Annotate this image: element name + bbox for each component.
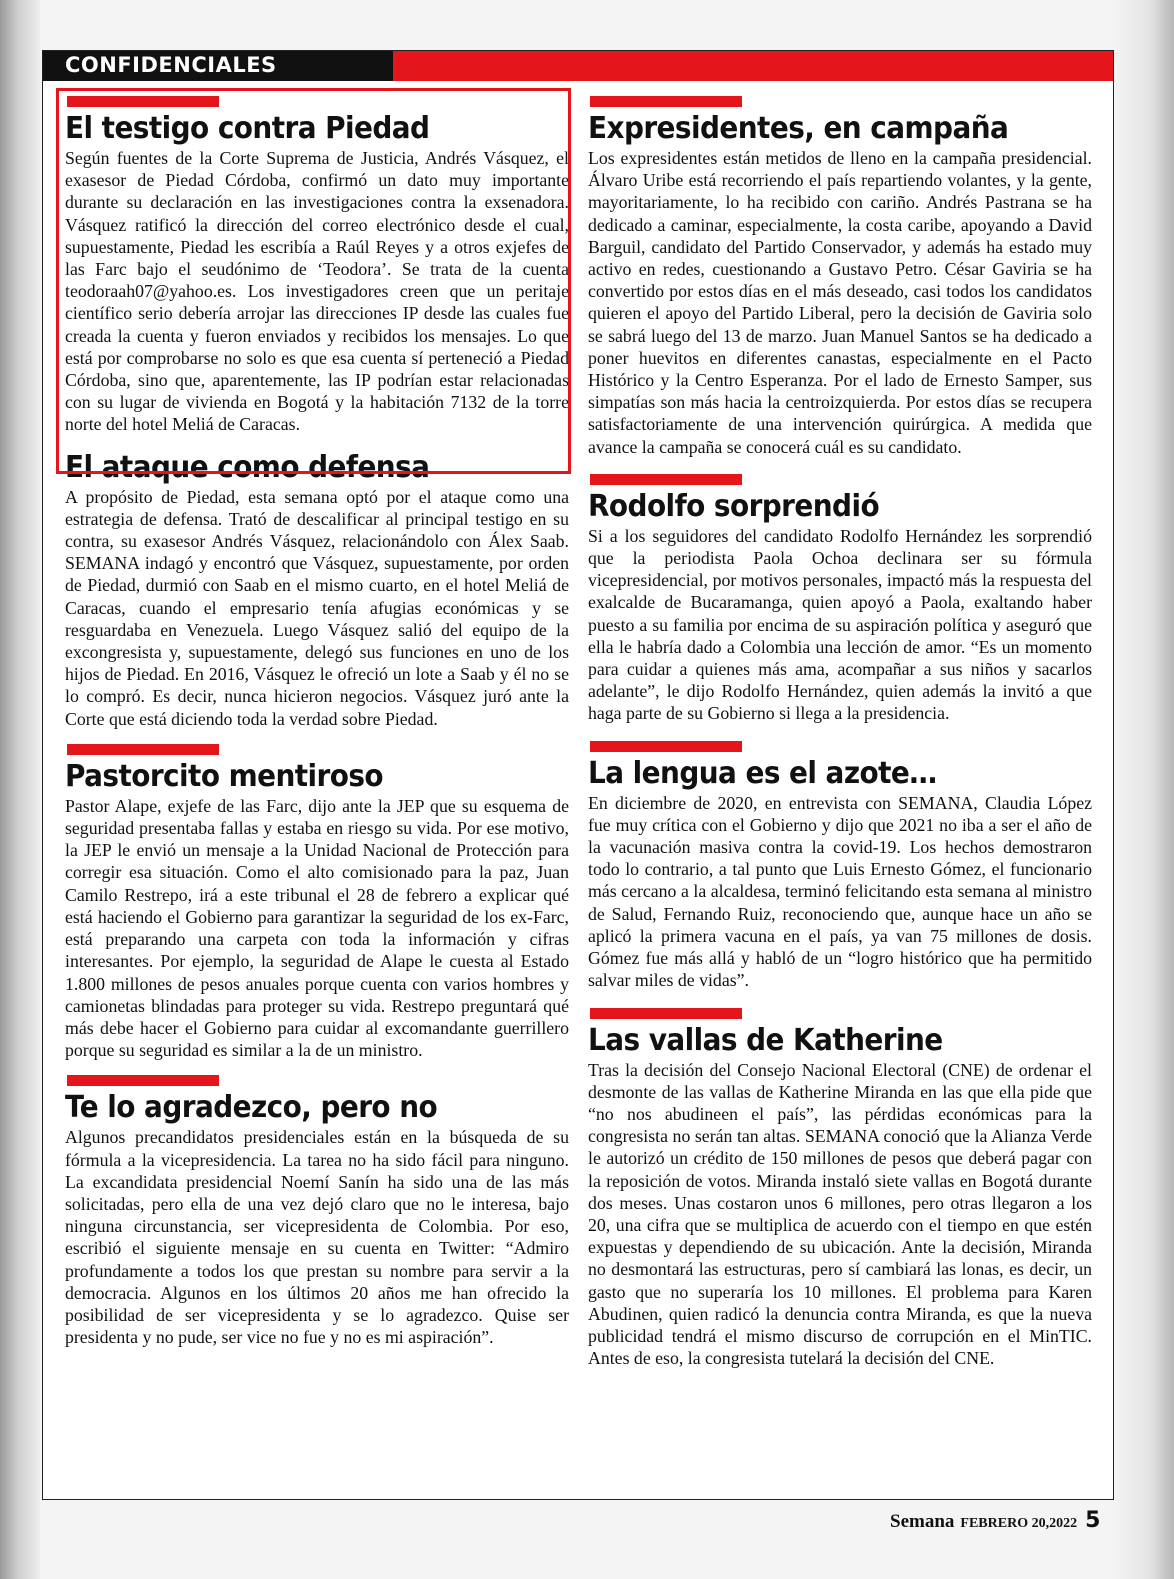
page-edge-shadow (1114, 0, 1174, 1579)
article-red-bar (67, 1075, 219, 1086)
article (65, 744, 569, 1061)
article (588, 96, 1092, 458)
page-number: 5 (1085, 1508, 1101, 1533)
page-footer (890, 1508, 1100, 1533)
article-title: Pastorcito mentiroso (65, 758, 384, 794)
article-body: En diciembre de 2020, en entrevista con SEMANA, Claudia López fue muy crítica con el Gobierno y dijo que 2021 no iba a ser el año de la vacunación masiva contra la covid-19. Los hechos demostraron todo lo contrario, a tal punto que Luis Ernesto Gómez, el funcionario más cercano a la alcaldesa, terminó felicitando esta semana al ministro de Salud, Fernando Ruiz, reconociendo que, aunque hace un año se aplicó la primera vacuna en el país, ya van 75 millones de dosis. Gómez fue más allá y habló de un “logro histórico que ha permitido salvar miles de vidas”. (588, 792, 1092, 991)
article-title: Rodolfo sorprendió (588, 488, 880, 524)
article-title: El ataque como defensa (65, 449, 430, 485)
section-banner (43, 51, 1113, 81)
magazine-name: Semana (890, 1511, 955, 1532)
article-body: Algunos precandidatos presidenciales están en la búsqueda de su fórmula a la vicepresidencia. La tarea no ha sido fácil para ninguno. La excandidata presidencial Noemí Sanín ha sido una de las más solicitadas, pero ella de una vez dejó claro que no le interesa, bajo ninguna circunstancia, ser vicepresidenta de Colombia. Por eso, escribió el siguiente mensaje en su cuenta en Twitter: “Admiro profundamente a todos los que prestan su nombre para servir a la democracia. Algunos en los últimos 20 años me han ofrecido la posibilidad de ser vicepresidenta y se lo agradezco. Quise ser presidenta y no pude, ser vice no fue y no es mi aspiración”. (65, 1127, 569, 1348)
article-body: Tras la decisión del Consejo Nacional Electoral (CNE) de ordenar el desmonte de las vallas de Katherine Miranda en las que ella pide que “no nos abudineen el país”, las pérdidas económicas para la congresista no serán tan altas. SEMANA conoció que la Alianza Verde le autorizó un crédito de 150 millones de pesos que deberá pagar con la reposición de votos. Miranda instaló siete vallas en Bogotá durante dos meses. Unas costaron unos 6 millones, pero otras llegaron a los 20, una cifra que se multiplica de acuerdo con el tiempo en que estén expuestas y dependiendo de su ubicación. Ante la decisión, Miranda no desmontará las estructuras, pero sí cambiará las lonas, es decir, un gasto que no superaría los 10 millones. El problema para Karen Abudinen, quien radicó la denuncia contra Miranda, es que la nueva publicidad tendrá el mismo discurso de corrupción en el MinTIC. Antes de eso, la congresista tutelará la decisión del CNE. (588, 1059, 1092, 1369)
article-title: Las vallas de Katherine (588, 1022, 943, 1058)
article-title: Te lo agradezco, pero no (65, 1090, 438, 1126)
issue-date: FEBRERO 20,2022 (960, 1516, 1078, 1531)
article (65, 450, 569, 730)
page-spine-shadow (0, 0, 40, 1579)
article (65, 96, 569, 436)
article-red-bar (590, 96, 742, 107)
magazine-page (42, 50, 1114, 1500)
article-red-bar (67, 96, 219, 107)
article-red-bar (590, 474, 742, 485)
left-column (65, 96, 569, 1348)
article-body: Según fuentes de la Corte Suprema de Justicia, Andrés Vásquez, el exasesor de Piedad Córdoba, confirmó un dato muy importante durante su declaración en las investigaciones contra la exsenadora. Vásquez ratificó la dirección del correo electrónico desde el cual, supuestamente, Piedad les escribía a Raúl Reyes y a otros exjefes de las Farc bajo el seudónimo de ‘Teodora’. Se trata de la cuenta teodoraah07@yahoo.es. Los investigadores creen que un peritaje científico serio debería arrojar las direcciones IP desde las cuales fue creada la cuenta y fueron enviados y recibidos los mensajes. Lo que está por comprobarse no solo es que esa cuenta sí perteneció a Piedad Córdoba, sino que, aparentemente, las IP podrían estar relacionadas con su lugar de vivienda en Bogotá y la habitación 7132 de la torre norte del hotel Meliá de Caracas. (65, 148, 569, 435)
section-title: CONFIDENCIALES (65, 53, 277, 77)
article-title: Expresidentes, en campaña (588, 111, 1009, 146)
article-body: Si a los seguidores del candidato Rodolfo Hernández les sorprendió que la periodista Paola Ochoa declinara ser su fórmula vicepresidencial, por motivos personales, impactó más la respuesta del exalcalde de Bucaramanga, quien apoyó a Paola, exaltando haber puesto a su familia por encima de su aspiración política y aseguró que ella le habría dado a Colombia una lección de amor. “Es un momento para cuidar a quienes más ama, acompañar a sus niños y sacarlos adelante”, le dijo Rodolfo Hernández, quien además la invitó a que haga parte de su Gobierno si llega a la presidencia. (588, 525, 1092, 724)
article (588, 474, 1092, 725)
article-red-bar (590, 741, 742, 752)
article-red-bar (67, 744, 219, 755)
article-title: El testigo contra Piedad (65, 111, 430, 146)
article-title: La lengua es el azote… (588, 755, 937, 791)
article-body: A propósito de Piedad, esta semana optó por el ataque como una estrategia de defensa. Trató de descalificar al principal testigo en su contra, su exasesor Andrés Vásquez, relacionándolo con Álex Saab. SEMANA indagó y encontró que Vásquez, supuestamente, por orden de Piedad, durmió con Saab en el mismo cuarto, en el hotel Meliá de Caracas, cuando el empresario tenía afugias económicas y se resguardaba en Venezuela. Luego Vásquez salió del equipo de la excongresista y, supuestamente, delegó sus funciones en uno de los hijos de Piedad. En 2016, Vásquez le ofreció un lote a Saab y él no se lo compró. Es decir, nunca hicieron negocios. Vásquez juró ante la Corte que está diciendo toda la verdad sobre Piedad. (65, 486, 569, 729)
article (588, 1008, 1092, 1370)
right-column (588, 96, 1092, 1369)
article-body: Los expresidentes están metidos de lleno en la campaña presidencial. Álvaro Uribe está recorriendo el país repartiendo volantes, y la gente, mayoritariamente, lo ha recibido con cariño. Andrés Pastrana se ha dedicado a caminar, especialmente, la costa caribe, apoyando a David Barguil, candidato del Partido Conservador, y además ha estado muy activo en redes, cuestionando a Gustavo Petro. César Gaviria se ha convertido por estos días en el más deseado, casi todos los candidatos quieren el apoyo del Partido Liberal, pero la decisión de Gaviria solo se sabrá luego del 13 de marzo. Juan Manuel Santos se ha dedicado a poner huevitos en diferentes canastas, especialmente en el Pacto Histórico y la Centro Esperanza. Por el lado de Ernesto Samper, sus simpatías son más hacia la centroizquierda. Por estos días se recupera satisfactoriamente de una intervención quirúrgica. A medida que avance la campaña se conocerá cuál es su candidato. (588, 148, 1092, 457)
article-red-bar (590, 1008, 742, 1019)
article (588, 741, 1092, 992)
article (65, 1075, 569, 1348)
article-body: Pastor Alape, exjefe de las Farc, dijo ante la JEP que su esquema de seguridad presentaba fallas y estaba en riesgo su vida. Por ese motivo, la JEP le envió un mensaje a la Unidad Nacional de Protección para corregir esa situación. Como el alto comisionado para la paz, Juan Camilo Restrepo, irá a este tribunal el 28 de febrero a explicar qué está haciendo el Gobierno para garantizar la seguridad de los ex-Farc, está preparando una carpeta con toda la información y cifras interesantes. Por ejemplo, la seguridad de Alape le cuesta al Estado 1.800 millones de pesos anuales porque cuenta con varios hombres y camionetas blindadas para proteger su vida. Restrepo preguntará qué más debe hacer el Gobierno para cuidar al excomandante guerrillero porque su seguridad es similar a la de un ministro. (65, 795, 569, 1061)
